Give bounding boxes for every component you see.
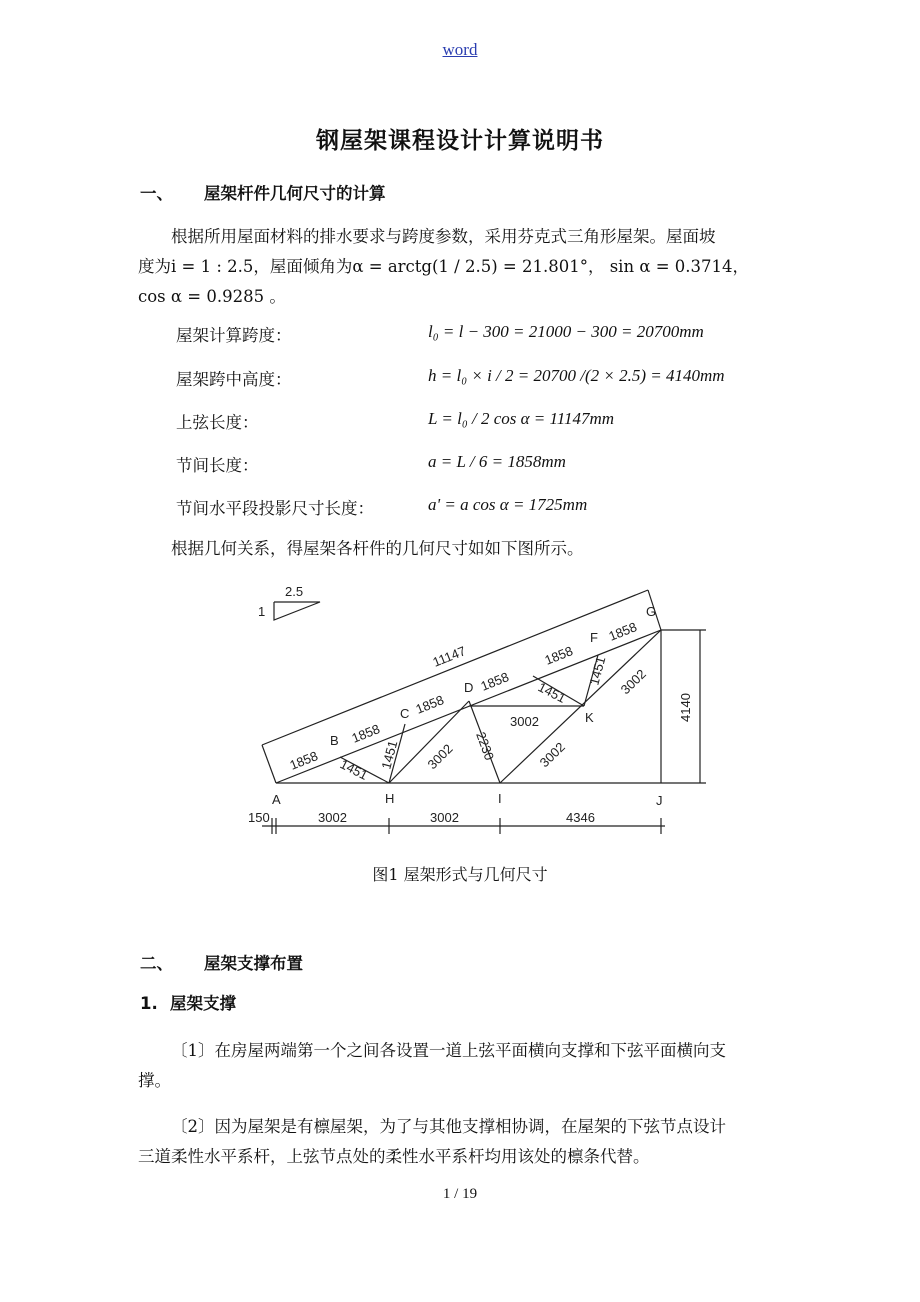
intro-line-2: 度为i = 1 : 2.5，屋面倾角为α = arctg(1 / 2.5) = 21.801°， sin α = 0.3714， bbox=[138, 257, 750, 276]
row-equation: a = L / 6 = 1858mm bbox=[428, 452, 566, 471]
section1-heading bbox=[140, 180, 386, 204]
node-label-k: K bbox=[585, 710, 594, 725]
row-equation: L = l₀ / 2 cos α = 11147mm bbox=[428, 409, 615, 428]
slope-h-label: 2.5 bbox=[285, 584, 304, 599]
row-label: 节间长度： bbox=[176, 456, 259, 475]
brace-short-label: 1451 bbox=[535, 679, 569, 706]
node-label-d: D bbox=[464, 680, 474, 695]
node-label-i: I bbox=[498, 791, 502, 806]
brace-long-label: 3002 bbox=[424, 741, 456, 773]
row-label: 上弦长度： bbox=[176, 413, 259, 432]
brace-short-label: 1451 bbox=[378, 738, 401, 771]
paragraph-1 bbox=[138, 1036, 788, 1096]
brace-long-label: 3002 bbox=[536, 739, 568, 771]
document-title: 钢屋架课程设计计算说明书 bbox=[316, 128, 604, 154]
node-label-f: F bbox=[590, 630, 598, 645]
brace-short-label: 1451 bbox=[586, 654, 609, 687]
row-equation: l₀ = l − 300 = 21000 − 300 = 20700mm bbox=[428, 322, 704, 341]
node-label-a: A bbox=[272, 792, 281, 807]
brace-short-label: 1451 bbox=[337, 756, 371, 783]
top-chord bbox=[276, 630, 661, 783]
paragraph-1-line-1: 〔1〕在房屋两端第一个之间各设置一道上弦平面横向支撑和下弦平面横向支 bbox=[171, 1041, 726, 1060]
node-label-h: H bbox=[385, 791, 395, 806]
node-label-j: J bbox=[656, 793, 663, 808]
subsection-number: 1. bbox=[140, 994, 158, 1013]
panel-label: 1858 bbox=[478, 669, 511, 694]
slope-v-label: 1 bbox=[258, 604, 266, 619]
span-label: 3002 bbox=[318, 810, 347, 825]
span-label: 4346 bbox=[566, 810, 595, 825]
span-label: 3002 bbox=[430, 810, 459, 825]
paragraph-2 bbox=[138, 1112, 788, 1172]
panel-label: 1858 bbox=[606, 619, 639, 644]
truss-diagram bbox=[240, 575, 710, 840]
vertical-label: 2230 bbox=[473, 729, 498, 763]
figure-caption: 图1 屋架形式与几何尺寸 bbox=[372, 865, 548, 884]
section1-title: 屋架杆件几何尺寸的计算 bbox=[204, 184, 386, 203]
span-end-label: 150 bbox=[248, 810, 270, 825]
paragraph-2-line-2: 三道柔性水平系杆，上弦节点处的柔性水平系杆均用该处的檩条代替。 bbox=[138, 1147, 650, 1166]
header-link[interactable]: word bbox=[442, 40, 478, 59]
node-label-g: G bbox=[646, 604, 657, 619]
section2-number: 二、 bbox=[140, 954, 173, 973]
row-equation: aʹ = a cos α = 1725mm bbox=[428, 495, 588, 514]
section1-intro bbox=[138, 222, 788, 312]
panel-label: 1858 bbox=[542, 643, 575, 668]
subsection-heading bbox=[140, 990, 236, 1014]
panel-label: 1858 bbox=[287, 748, 320, 773]
row-label: 屋架跨中高度： bbox=[176, 370, 292, 389]
intro-line-3: cos α = 0.9285 。 bbox=[138, 287, 286, 306]
node-label-b: B bbox=[330, 733, 339, 748]
slope-triangle bbox=[274, 602, 320, 620]
top-total-label: 11147 bbox=[430, 643, 468, 670]
node-label-c: C bbox=[400, 706, 410, 721]
brace-long-label: 3002 bbox=[510, 714, 539, 729]
subsection-title: 屋架支撑 bbox=[170, 994, 236, 1013]
row-equation: h = l₀ × i / 2 = 20700 /(2 × 2.5) = 4140mm bbox=[428, 366, 725, 385]
section2-heading bbox=[140, 950, 303, 974]
panel-label: 1858 bbox=[349, 721, 382, 746]
row-label: 屋架计算跨度： bbox=[176, 326, 292, 345]
top-dim-ext bbox=[262, 745, 276, 783]
paragraph-2-line-1: 〔2〕因为屋架是有檩屋架，为了与其他支撑相协调，在屋架的下弦节点设计 bbox=[171, 1117, 726, 1136]
page-number: 1 / 19 bbox=[442, 1186, 478, 1202]
paragraph-1-line-2: 撑。 bbox=[138, 1071, 171, 1090]
row-label: 节间水平段投影尺寸长度： bbox=[176, 499, 374, 518]
panel-label: 1858 bbox=[413, 692, 446, 717]
height-label: 4140 bbox=[678, 693, 693, 722]
brace-long-label: 3002 bbox=[617, 666, 649, 698]
intro-line-1: 根据所用屋面材料的排水要求与跨度参数，采用芬克式三角形屋架。屋面坡 bbox=[171, 227, 716, 246]
section1-number: 一、 bbox=[140, 184, 173, 203]
figure-intro bbox=[138, 534, 788, 564]
section2-title: 屋架支撑布置 bbox=[204, 954, 303, 973]
figure-intro-text: 根据几何关系，得屋架各杆件的几何尺寸如如下图所示。 bbox=[171, 539, 584, 558]
